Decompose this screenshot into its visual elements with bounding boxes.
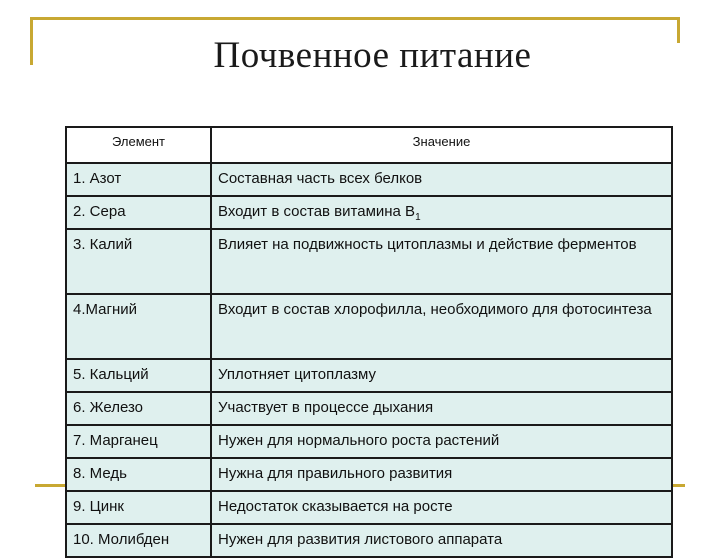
table-body — [66, 163, 672, 557]
table-row — [66, 359, 672, 392]
frame-bottom-left-line — [35, 484, 66, 487]
table-row — [66, 491, 672, 524]
table-row — [66, 163, 672, 196]
meaning-cell — [211, 524, 672, 557]
table-row — [66, 196, 672, 229]
meaning-cell — [211, 359, 672, 392]
element-cell: 9. Цинк — [66, 491, 211, 524]
element-cell: 7. Марганец — [66, 425, 211, 458]
element-cell: 10. Молибден — [66, 524, 211, 557]
meaning-text: Нужен для нормального роста растений — [218, 432, 500, 449]
table-row — [66, 294, 672, 359]
meaning-text: Участвует в процессе дыхания — [218, 399, 434, 416]
element-cell: 1. Азот — [66, 163, 211, 196]
meaning-cell — [211, 229, 672, 294]
element-cell: 2. Сера — [66, 196, 211, 229]
header-meaning: Значение — [211, 127, 672, 163]
meaning-cell — [211, 392, 672, 425]
element-cell: 4.Магний — [66, 294, 211, 359]
meaning-text: Входит в состав витамина В — [218, 203, 416, 220]
element-cell: 5. Кальций — [66, 359, 211, 392]
table-row — [66, 392, 672, 425]
meaning-cell — [211, 294, 672, 359]
element-cell: 6. Железо — [66, 392, 211, 425]
table-row — [66, 458, 672, 491]
nutrients-table — [65, 126, 673, 558]
table-row — [66, 229, 672, 294]
table-header-row — [66, 127, 672, 163]
header-element: Элемент — [66, 127, 211, 163]
meaning-cell — [211, 163, 672, 196]
meaning-cell — [211, 458, 672, 491]
meaning-text: Уплотняет цитоплазму — [218, 366, 376, 383]
vitamin-subscript: 1 — [415, 212, 421, 223]
table-row — [66, 425, 672, 458]
table-row — [66, 524, 672, 557]
meaning-text: Недостаток сказывается на росте — [218, 498, 453, 515]
meaning-text: Нужна для правильного развития — [218, 465, 453, 482]
element-cell: 8. Медь — [66, 458, 211, 491]
meaning-cell — [211, 196, 672, 229]
meaning-cell — [211, 491, 672, 524]
meaning-text: Составная часть всех белков — [218, 170, 423, 187]
meaning-text: Нужен для развития листового аппарата — [218, 531, 503, 548]
meaning-cell — [211, 425, 672, 458]
frame-top-line — [30, 17, 679, 20]
meaning-text: Влияет на подвижность цитоплазмы и действие ферментов — [218, 236, 637, 253]
meaning-text: Входит в состав хлорофилла, необходимого для фотосинтеза — [218, 301, 652, 318]
page-title: Почвенное питание — [213, 35, 532, 76]
element-cell: 3. Калий — [66, 229, 211, 294]
